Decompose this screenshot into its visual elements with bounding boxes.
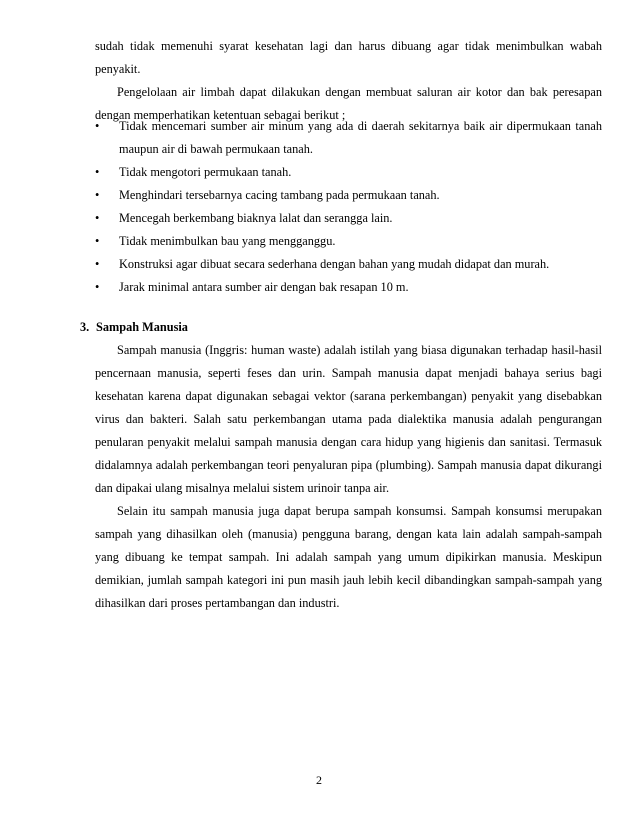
section-number: 3. bbox=[80, 320, 90, 334]
bullet-icon: • bbox=[95, 257, 100, 271]
bullet-icon: • bbox=[95, 211, 100, 225]
page-number: 2 bbox=[316, 773, 322, 787]
list-item: • Jarak minimal antara sumber air dengan bak resapan 10 m. bbox=[95, 276, 602, 299]
section-paragraph-1: Sampah manusia (Inggris: human waste) adalah istilah yang biasa digunakan terhadap hasil-hasil pencernaan manusia, seperti feses dan urin. Sampah manusia dapat menjadi bahaya serius bagi kesehatan karena dapat digunakan sebagai vektor (sarana perkembangan) penyakit yang disebabkan virus dan bakteri. Salah satu perkembangan utama pada dialektika manusia adalah pengurangan penularan penyakit melalui sampah manusia dengan cara hidup yang higienis dan sanitasi. Termasuk didalamnya adalah perkembangan teori penyaluran pipa (plumbing). Sampah manusia dapat dikurangi dan dipakai ulang misalnya melalui sistem urinoir tanpa air. bbox=[95, 343, 602, 495]
intro-paragraph: Pengelolaan air limbah dapat dilakukan dengan membuat saluran air kotor dan bak peresapan dengan memperhatikan ketentuan sebagai berikut ; bbox=[95, 85, 602, 122]
bullet-icon: • bbox=[95, 165, 100, 179]
section-paragraph-2: Selain itu sampah manusia juga dapat berupa sampah konsumsi. Sampah konsumsi merupakan sampah yang dihasilkan oleh (manusia) pengguna barang, dengan kata lain adalah sampah-sampah yang dibuang ke tempat sampah. Ini adalah sampah yang umum dipikirkan manusia. Meskipun demikian, jumlah sampah kategori ini pun masih jauh lebih kecil dibandingkan sampah-sampah yang dihasilkan dari proses pertambangan dan industri. bbox=[95, 504, 602, 610]
list-item: • Mencegah berkembang biaknya lalat dan serangga lain. bbox=[95, 207, 602, 230]
bullet-icon: • bbox=[95, 188, 100, 202]
list-item: • Tidak menimbulkan bau yang mengganggu. bbox=[95, 230, 602, 253]
bullet-icon: • bbox=[95, 280, 100, 294]
list-item: • Tidak mencemari sumber air minum yang ada di daerah sekitarnya baik air dipermukaan tanah maupun air di bawah permukaan tanah. bbox=[95, 115, 602, 161]
section-heading bbox=[80, 316, 188, 339]
requirements-list bbox=[95, 115, 602, 299]
continuation-paragraph: sudah tidak memenuhi syarat kesehatan lagi dan harus dibuang agar tidak menimbulkan wabah penyakit. bbox=[95, 39, 602, 76]
list-item: • Tidak mengotori permukaan tanah. bbox=[95, 161, 602, 184]
bullet-icon: • bbox=[95, 234, 100, 248]
bullet-icon: • bbox=[95, 119, 100, 133]
list-item: • Konstruksi agar dibuat secara sederhana dengan bahan yang mudah didapat dan murah. bbox=[95, 253, 602, 276]
list-item: • Menghindari tersebarnya cacing tambang pada permukaan tanah. bbox=[95, 184, 602, 207]
section-title: Sampah Manusia bbox=[96, 320, 188, 334]
